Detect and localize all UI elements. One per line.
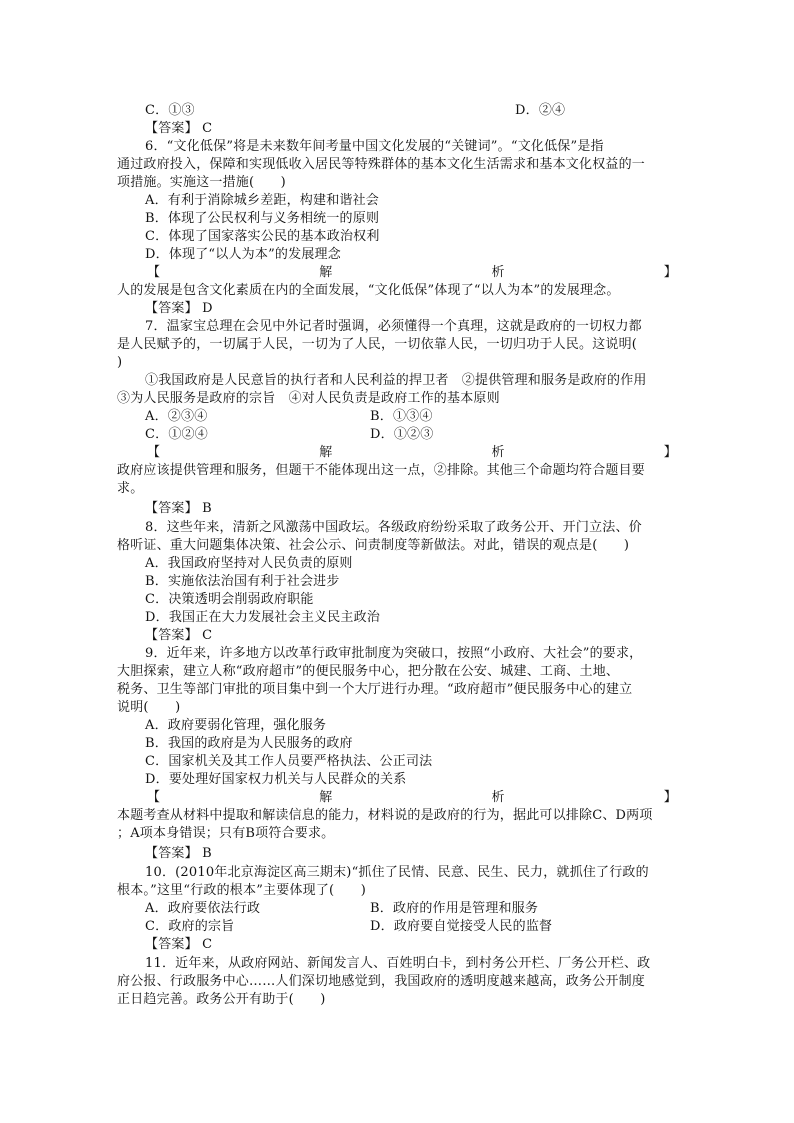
answer-5: 【答案】 C	[145, 121, 213, 136]
q9-explanation-2: ；A项本身错误；只有B项符合要求。	[117, 826, 335, 841]
q7-options-cd	[145, 426, 705, 444]
q7-analysis-heading	[147, 444, 677, 462]
bracket-left: 【	[147, 790, 161, 805]
q9-stem-3: 税务、卫生等部门审批的项目集中到一个大厅进行办理。“政府超市”便民服务中心的建立	[117, 682, 633, 697]
q10-options-cd	[145, 918, 705, 936]
q7-options-ab	[145, 408, 705, 426]
analysis-char-1: 解	[319, 790, 333, 805]
q9-explanation-1: 本题考查从材料中提取和解读信息的能力，材料说的是政府的行为，据此可以排除C、D两项	[117, 808, 653, 823]
q9-option-c: C．国家机关及其工作人员要严格执法、公正司法	[145, 754, 433, 769]
q6-stem-3: 项措施。实施这一措施( )	[117, 175, 286, 190]
answer-6: 【答案】 D	[145, 301, 213, 316]
analysis-char-2: 析	[491, 265, 505, 280]
q10-stem-1: 10．(2010年北京海淀区高三期末)“抓住了民情、民意、民生、民力，就抓住了行政的	[145, 865, 649, 880]
q10-option-d: D．政府要自觉接受人民的监督	[370, 919, 553, 934]
q9-analysis-heading	[147, 789, 677, 807]
answer-10: 【答案】 C	[145, 937, 213, 952]
q7-stem-1: 7．温家宝总理在会见中外记者时强调，必须懂得一个真理，这就是政府的一切权力都	[145, 319, 642, 334]
analysis-char-1: 解	[319, 265, 333, 280]
q10-options-ab	[145, 900, 705, 918]
q11-stem-1: 11．近年来，从政府网站、新闻发言人、百姓明白卡，到村务公开栏、厂务公开栏、政	[145, 956, 651, 971]
answer-8: 【答案】 C	[145, 628, 213, 643]
bracket-right: 】	[663, 790, 677, 805]
analysis-char-1: 解	[319, 445, 333, 460]
bracket-left: 【	[147, 265, 161, 280]
analysis-char-2: 析	[491, 445, 505, 460]
q9-option-d: D．要处理好国家权力机关与人民群众的关系	[145, 772, 407, 787]
q10-stem-2: 根本。”这里“行政的根本”主要体现了( )	[117, 883, 366, 898]
q7-stem-2: 是人民赋予的，一切属于人民，一切为了人民，一切依靠人民，一切归功于人民。这说明(	[117, 337, 638, 352]
answer-7: 【答案】 B	[145, 501, 212, 516]
q7-explanation-1: 政府应该提供管理和服务，但题干不能体现出这一点，②排除。其他三个命题均符合题目要	[117, 463, 646, 478]
q6-option-a: A．有利于消除城乡差距，构建和谐社会	[145, 193, 379, 208]
q8-stem-1: 8．这些年来，清新之风激荡中国政坛。各级政府纷纷采取了政务公开、开门立法、价	[145, 520, 642, 535]
q8-option-b: B．实施依法治国有利于社会进步	[145, 574, 340, 589]
q8-option-a: A．我国政府坚持对人民负责的原则	[145, 556, 353, 571]
q11-stem-2: 府公报、行政服务中心……人们深切地感觉到，我国政府的透明度越来越高，政务公开制度	[117, 974, 646, 989]
q9-stem-2: 大胆探索，建立人称“政府超市”的便民服务中心，把分散在公安、城建、工商、土地、	[117, 664, 620, 679]
q10-option-a: A．政府要依法行政	[145, 901, 261, 916]
q7-statements-2: ③为人民服务是政府的宗旨 ④对人民负责是政府工作的基本原则	[117, 391, 500, 406]
q6-stem-1: 6．“文化低保”将是未来数年间考量中国文化发展的“关键词”。“文化低保”是指	[145, 139, 604, 154]
q7-option-c: C．①②④	[145, 427, 208, 442]
q6-explanation: 人的发展是包含文化素质在内的全面发展，“文化低保”体现了“以人为本”的发展理念。	[117, 283, 620, 298]
q5-options-row	[145, 102, 705, 120]
q10-option-b: B．政府的作用是管理和服务	[370, 901, 539, 916]
analysis-char-2: 析	[491, 790, 505, 805]
q7-explanation-2: 求。	[117, 481, 144, 496]
bracket-left: 【	[147, 445, 161, 460]
bracket-right: 】	[663, 265, 677, 280]
q8-stem-2: 格听证、重大问题集体决策、社会公示、问责制度等新做法。对此，错误的观点是( )	[117, 538, 630, 553]
q9-option-a: A．政府要弱化管理，强化服务	[145, 718, 327, 733]
q6-stem-2: 通过政府投入，保障和实现低收入居民等特殊群体的基本文化生活需求和基本文化权益的一	[117, 157, 646, 172]
q9-stem-4: 说明( )	[117, 700, 181, 715]
q7-option-a: A．②③④	[145, 409, 208, 424]
q9-option-b: B．我国的政府是为人民服务的政府	[145, 736, 353, 751]
answer-9: 【答案】 B	[145, 846, 212, 861]
q9-stem-1: 9．近年来，许多地方以改革行政审批制度为突破口，按照“小政府、大社会”的要求，	[145, 646, 643, 661]
option-d: D．②④	[515, 103, 566, 118]
q11-stem-3: 正日趋完善。政务公开有助于( )	[117, 992, 326, 1007]
option-c: C．①③	[145, 103, 195, 118]
q8-option-c: C．决策透明会削弱政府职能	[145, 592, 314, 607]
q8-option-d: D．我国正在大力发展社会主义民主政治	[145, 610, 381, 625]
q10-option-c: C．政府的宗旨	[145, 919, 235, 934]
q7-option-b: B．①③④	[370, 409, 433, 424]
q6-analysis-heading	[147, 264, 677, 282]
q6-option-d: D．体现了“以人为本”的发展理念	[145, 247, 341, 262]
q6-option-b: B．体现了公民权利与义务相统一的原则	[145, 211, 380, 226]
q6-option-c: C．体现了国家落实公民的基本政治权利	[145, 229, 380, 244]
q7-stem-3: )	[117, 355, 123, 370]
q7-option-d: D．①②③	[370, 427, 434, 442]
bracket-right: 】	[663, 445, 677, 460]
q7-statements-1: ①我国政府是人民意旨的执行者和人民利益的捍卫者 ②提供管理和服务是政府的作用	[145, 373, 647, 388]
